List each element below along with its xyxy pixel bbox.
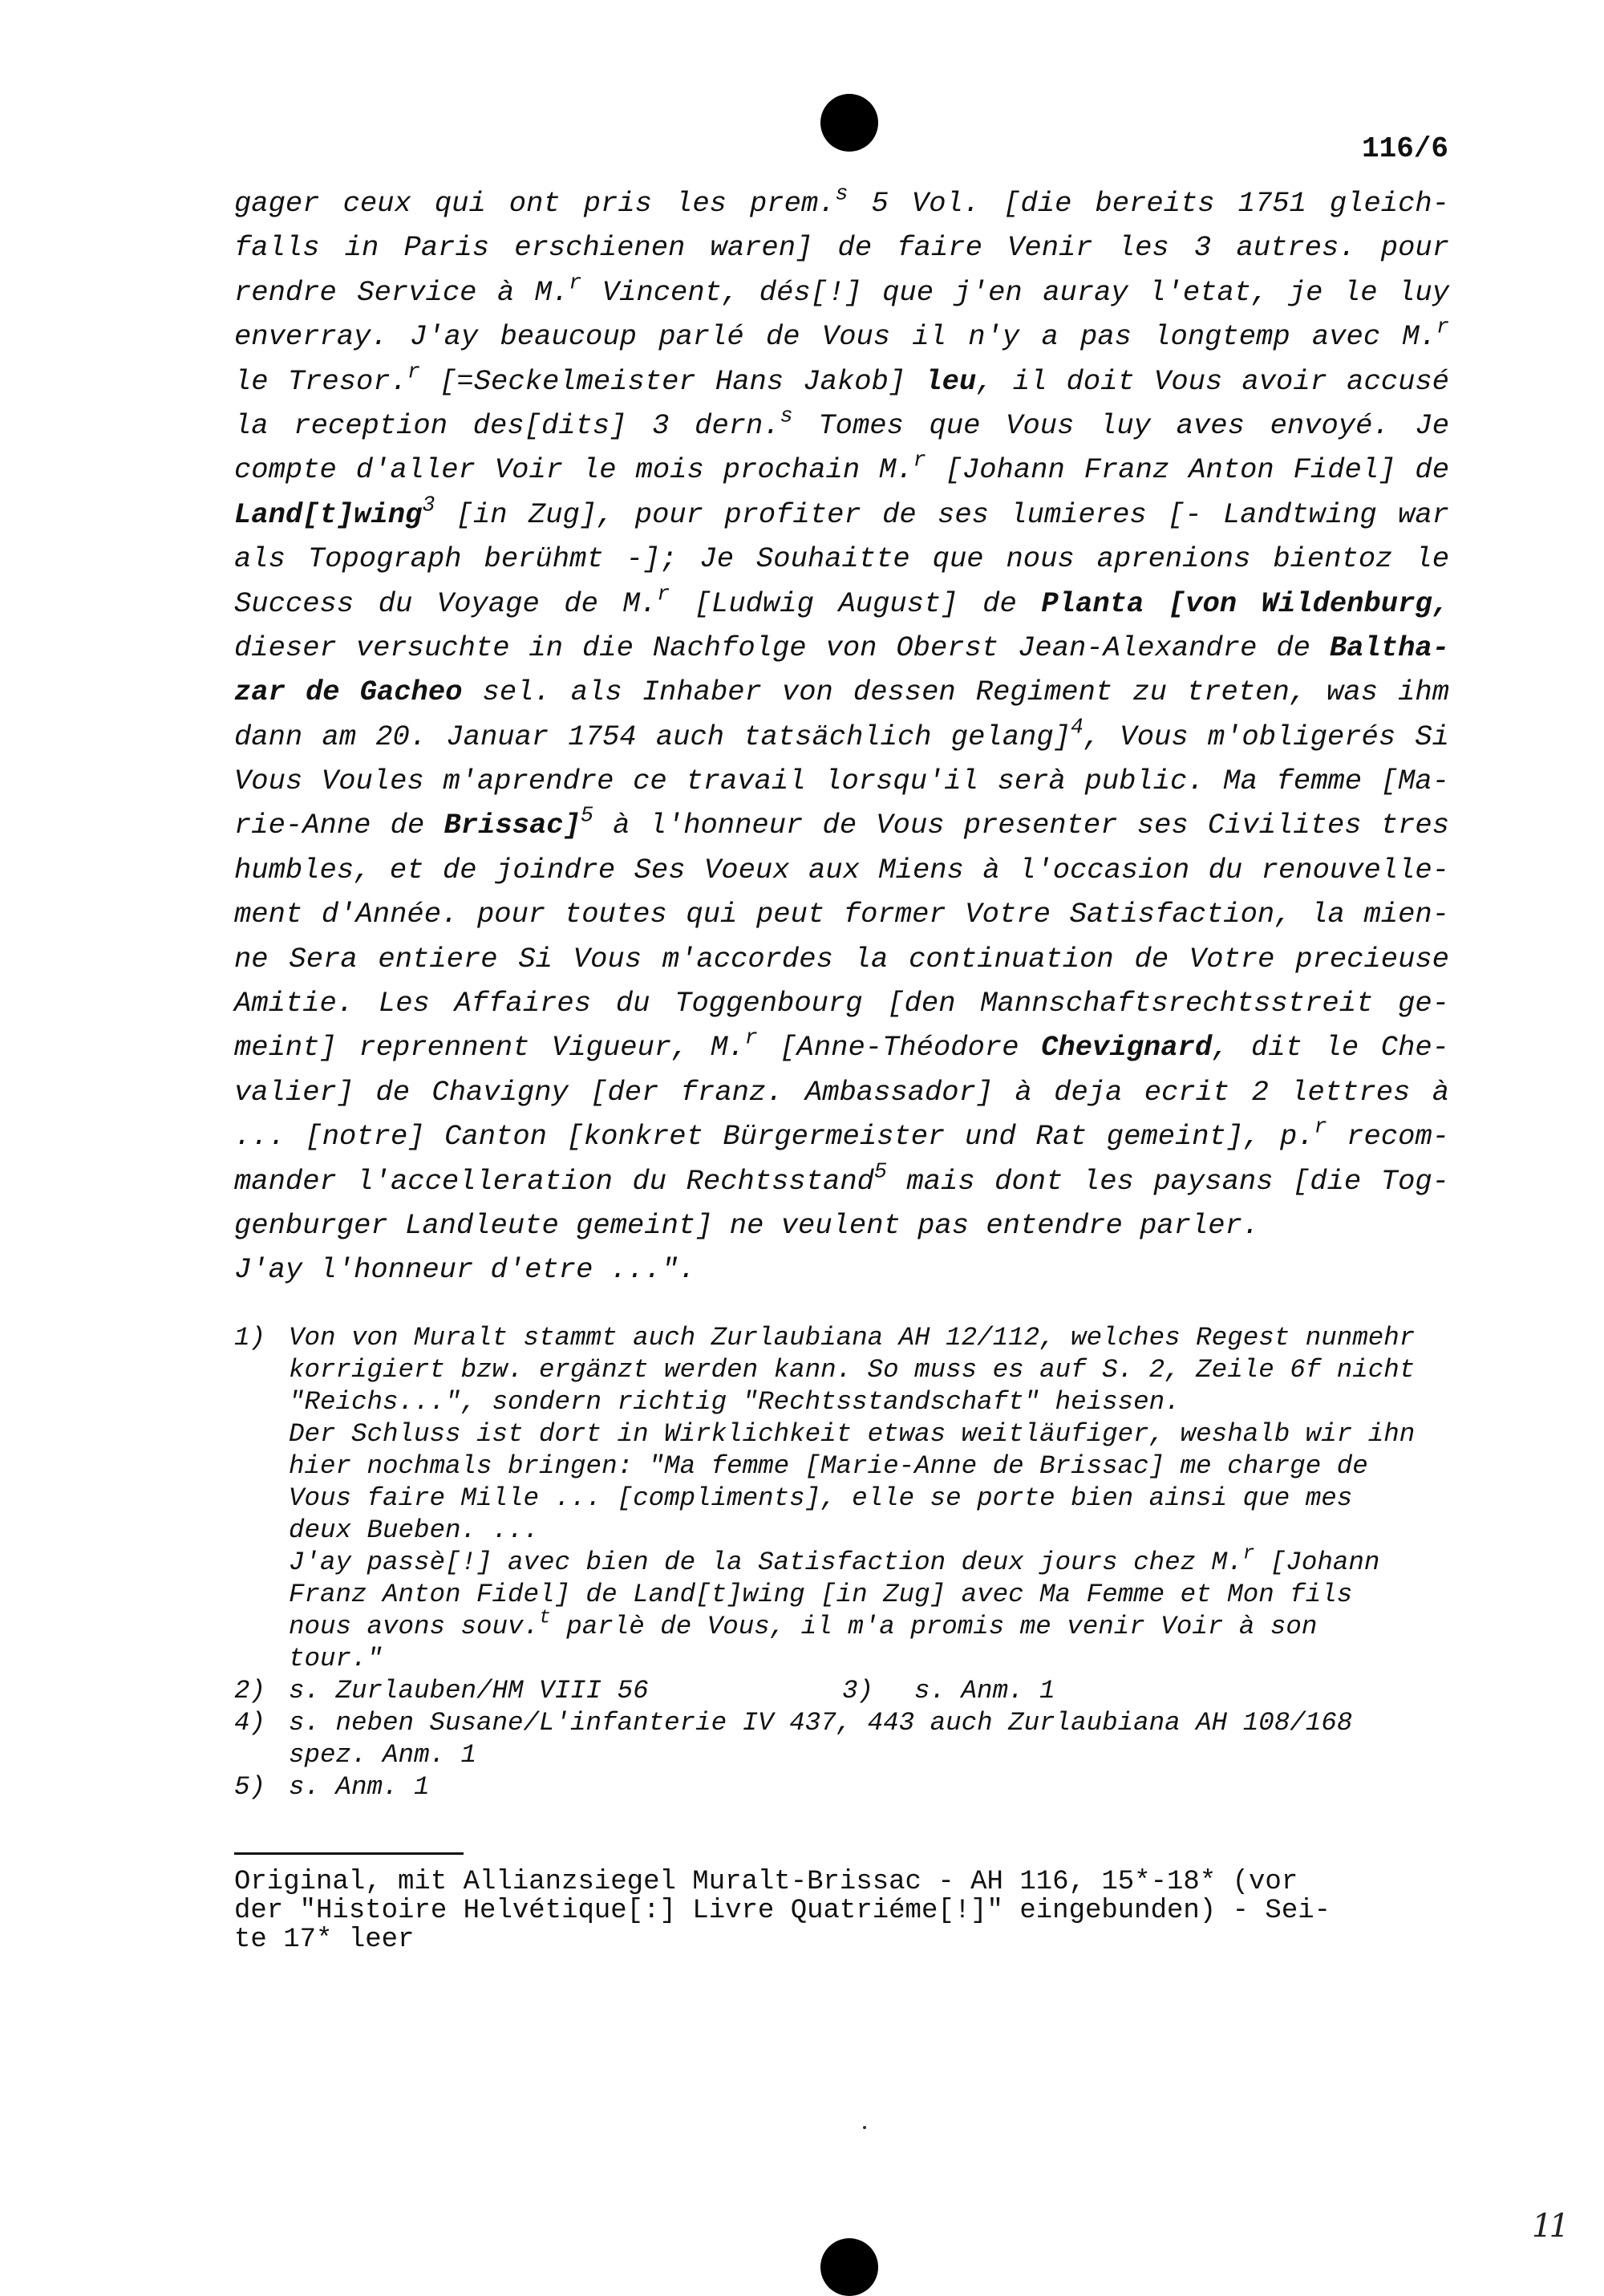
text-line: [234, 404, 1449, 448]
text-line: [234, 981, 1449, 1025]
note-marker: t: [539, 1607, 551, 1629]
text-run: hier nochmals bringen: "Ma femme [Marie-Anne de Brissac] me charge de: [289, 1451, 1368, 1481]
text-run: Vous Voules m'aprendre ce travail lorsqu'il serà public. Ma femme [Ma-: [234, 765, 1449, 798]
bold-name: Chevignard: [1041, 1031, 1213, 1065]
bold-name: Land[t]wing: [234, 497, 423, 531]
footnote-line: [289, 1483, 1397, 1515]
text-run: als Topograph berühmt -]; Je Souhaitte que nous aprenions bientoz le: [234, 542, 1449, 576]
footnote-line: [289, 1579, 1397, 1611]
text-run: s. Zurlauben/HM VIII 56: [289, 1676, 649, 1706]
text-run: "Reichs...", sondern richtig "Rechtsstandschaft" heissen.: [289, 1387, 1181, 1417]
note-marker: r: [657, 581, 670, 606]
punch-hole-bottom: [820, 2238, 878, 2296]
text-run: 5 Vol. [die bereits 1751 gleich-: [848, 187, 1449, 220]
text-run: ... [notre] Canton [konkret Bürgermeister und Rat gemeint], p.: [234, 1120, 1314, 1154]
text-run: dieser versuchte in die Nachfolge von Oberst Jean-Alexandre de: [234, 631, 1330, 664]
text-line: [234, 937, 1449, 981]
footnote: [234, 1771, 1397, 1803]
text-line: [234, 1070, 1449, 1114]
footnote-line: s. Anm. 1: [914, 1676, 1055, 1706]
text-line: [234, 181, 1449, 225]
text-run: ment d'Année. pour toutes qui peut former Votre Satisfaction, la mien-: [234, 898, 1449, 931]
text-run: s. neben Susane/L'infanterie IV 437, 443 auch Zurlaubiana AH 108/168: [289, 1708, 1353, 1738]
text-run: valier] de Chavigny [der franz. Ambassador] à deja ecrit 2 lettres à: [234, 1075, 1449, 1109]
note-marker: 4: [1070, 715, 1084, 740]
text-run: tour.": [289, 1644, 383, 1673]
note-marker: r: [1314, 1114, 1327, 1139]
text-run: , Vous m'obligerés Si: [1083, 720, 1449, 753]
footnote-number: 1): [234, 1323, 266, 1353]
scan-speck: [863, 2126, 866, 2129]
note-marker: r: [913, 448, 926, 473]
text-run: enverray. J'ay beaucoup parlé de Vous il n'y a pas longtemp avec M.: [234, 320, 1437, 354]
text-run: parlè de Vous, il m'a promis me venir Voir à son: [550, 1612, 1318, 1641]
footnote: [234, 1322, 1416, 1675]
footnote-line: [289, 1739, 1397, 1771]
text-run: ne Sera entiere Si Vous m'accordes la continuation de Votre precieuse: [234, 942, 1449, 976]
text-run: J'ay passè[!] avec bien de la Satisfaction deux jours chez M.: [289, 1548, 1243, 1577]
footnote-line: [289, 1771, 1397, 1803]
bold-name: Planta [von Wildenburg,: [1041, 586, 1449, 620]
text-run: [Johann: [1254, 1548, 1380, 1577]
text-run: sel. als Inhaber von dessen Regiment zu treten, was ihm: [462, 675, 1449, 709]
text-run: la reception des[dits] 3 dern.: [234, 408, 780, 442]
footnote-line: [289, 1450, 1397, 1483]
text-run: deux Bueben. ...: [289, 1515, 540, 1545]
handwritten-folio-number: 11: [1532, 2208, 1566, 2245]
footnote-line: [289, 1607, 1397, 1643]
text-run: Tomes que Vous luy aves envoyé. Je: [792, 408, 1449, 442]
footnote: [234, 1675, 1397, 1707]
text-run: Von von Muralt stammt auch Zurlaubiana AH 12/112, welches Regest nunmehr: [289, 1323, 1416, 1353]
text-run: humbles, et de joindre Ses Voeux aux Miens à l'occasion du renouvelle-: [234, 853, 1449, 886]
text-run: Success du Voyage de M.: [234, 586, 658, 620]
text-run: le Tresor.: [234, 364, 407, 398]
bold-name: leu: [925, 364, 977, 398]
note-marker: r: [407, 359, 420, 383]
text-run: [Ludwig August] de: [670, 586, 1042, 620]
footnote-line: [289, 1322, 1416, 1354]
text-run: Amitie. Les Affaires du Toggenbourg [den Mannschaftsrechtsstreit ge-: [234, 987, 1449, 1020]
footnote-number: 5): [234, 1772, 266, 1802]
footnote: [234, 1707, 1397, 1771]
footnote-number: 2): [234, 1676, 266, 1706]
footnote-line: [289, 1515, 1397, 1547]
bold-name: Baltha-: [1329, 631, 1449, 664]
text-line: [234, 582, 1449, 626]
text-run: Vous faire Mille ... [compliments], elle se porte bien ainsi que mes: [289, 1483, 1353, 1513]
text-run: genburger Landleute gemeint] ne veulent pas entendre parler.: [234, 1208, 1260, 1242]
page-number: 116/6: [1362, 132, 1449, 165]
note-marker: 5: [580, 803, 593, 828]
note-marker: r: [569, 270, 582, 295]
text-run: gager ceux qui ont pris les prem.: [234, 187, 836, 220]
text-line: [234, 448, 1449, 492]
text-line: [234, 1247, 1449, 1292]
text-run: dann am 20. Januar 1754 auch tatsächlich gelang]: [234, 720, 1071, 753]
text-line: [234, 359, 1449, 404]
source-note-line: te 17* leer: [234, 1925, 415, 1955]
text-run: compte d'aller Voir le mois prochain M.: [234, 453, 913, 487]
text-run: mander l'accelleration du Rechtsstand: [234, 1164, 874, 1198]
text-line: [234, 270, 1449, 314]
text-run: [Johann Franz Anton Fidel] de: [926, 453, 1449, 487]
text-line: [234, 715, 1449, 759]
footnote-line: [289, 1643, 1397, 1675]
source-note-line: der "Histoire Helvétique[:] Livre Quatriéme[!]" eingebunden) - Sei-: [234, 1896, 1331, 1926]
text-run: rendre Service à M.: [234, 275, 569, 309]
text-line: [234, 803, 1449, 847]
footnote-line: [289, 1543, 1397, 1579]
text-run: nous avons souv.: [289, 1612, 540, 1641]
text-run: mais dont les paysans [die Tog-: [886, 1164, 1449, 1198]
text-run: Der Schluss ist dort in Wirklichkeit etwas weitläufiger, weshalb wir ihn: [289, 1419, 1416, 1449]
note-marker: 3: [422, 493, 435, 517]
footnote-line: [289, 1354, 1416, 1386]
text-run: spez. Anm. 1: [289, 1740, 477, 1770]
note-marker: r: [1242, 1543, 1255, 1565]
text-run: , dit le Che-: [1212, 1031, 1449, 1065]
text-line: [234, 537, 1449, 581]
note-marker: 5: [873, 1158, 887, 1183]
text-run: J'ay l'honneur d'etre ...".: [234, 1253, 696, 1287]
footnote-line: [289, 1386, 1397, 1418]
text-line: [234, 314, 1449, 359]
text-line: [234, 1203, 1449, 1247]
note-marker: r: [744, 1025, 758, 1050]
text-run: [Anne-Théodore: [757, 1031, 1042, 1065]
text-run: [=Seckelmeister Hans Jakob]: [419, 364, 926, 398]
text-run: s. Anm. 1: [289, 1772, 430, 1802]
text-run: à l'honneur de Vous presenter ses Civilites tres: [593, 809, 1449, 842]
note-marker: s: [780, 404, 793, 428]
text-line: [234, 759, 1449, 803]
text-line: [234, 848, 1449, 892]
footnote-line: [289, 1418, 1416, 1450]
text-run: recom-: [1327, 1120, 1449, 1154]
note-marker: s: [835, 181, 849, 206]
text-line: [234, 892, 1449, 936]
text-line: [234, 493, 1449, 537]
text-run: meint] reprennent Vigueur, M.: [234, 1031, 745, 1065]
bold-name: Brissac]: [444, 809, 581, 842]
text-line: [234, 1159, 1449, 1203]
text-run: korrigiert bzw. ergänzt werden kann. So muss es auf S. 2, Zeile 6f nicht: [289, 1355, 1416, 1385]
footnote-line: [289, 1707, 1397, 1739]
text-line: [234, 225, 1449, 270]
text-run: falls in Paris erschienen waren] de faire Venir les 3 autres. pour: [234, 231, 1449, 265]
bold-name: zar de Gacheo: [234, 675, 463, 709]
text-line: [234, 1025, 1449, 1069]
text-run: rie-Anne de: [234, 809, 444, 842]
text-run: , il doit Vous avoir accusé: [976, 364, 1449, 398]
text-line: [234, 670, 1449, 714]
text-run: Vincent, dés[!] que j'en auray l'etat, je le luy: [581, 275, 1449, 309]
punch-hole-top: [820, 94, 878, 152]
footnote-number: 3): [842, 1676, 874, 1706]
source-note: [234, 1868, 1453, 1954]
text-run: [in Zug], pour profiter de ses lumieres [- Landtwing war: [435, 497, 1449, 531]
text-run: Franz Anton Fidel] de Land[t]wing [in Zug] avec Ma Femme et Mon fils: [289, 1580, 1353, 1609]
text-line: [234, 1114, 1449, 1158]
letter-text: [234, 181, 1449, 1292]
note-marker: r: [1436, 314, 1449, 339]
source-note-line: Original, mit Allianzsiegel Muralt-Brissac - AH 116, 15*-18* (vor: [234, 1867, 1298, 1897]
text-line: [234, 626, 1449, 670]
footnote-number: 4): [234, 1708, 266, 1738]
footnotes: [234, 1322, 1416, 1803]
footnote-divider: [234, 1852, 464, 1855]
